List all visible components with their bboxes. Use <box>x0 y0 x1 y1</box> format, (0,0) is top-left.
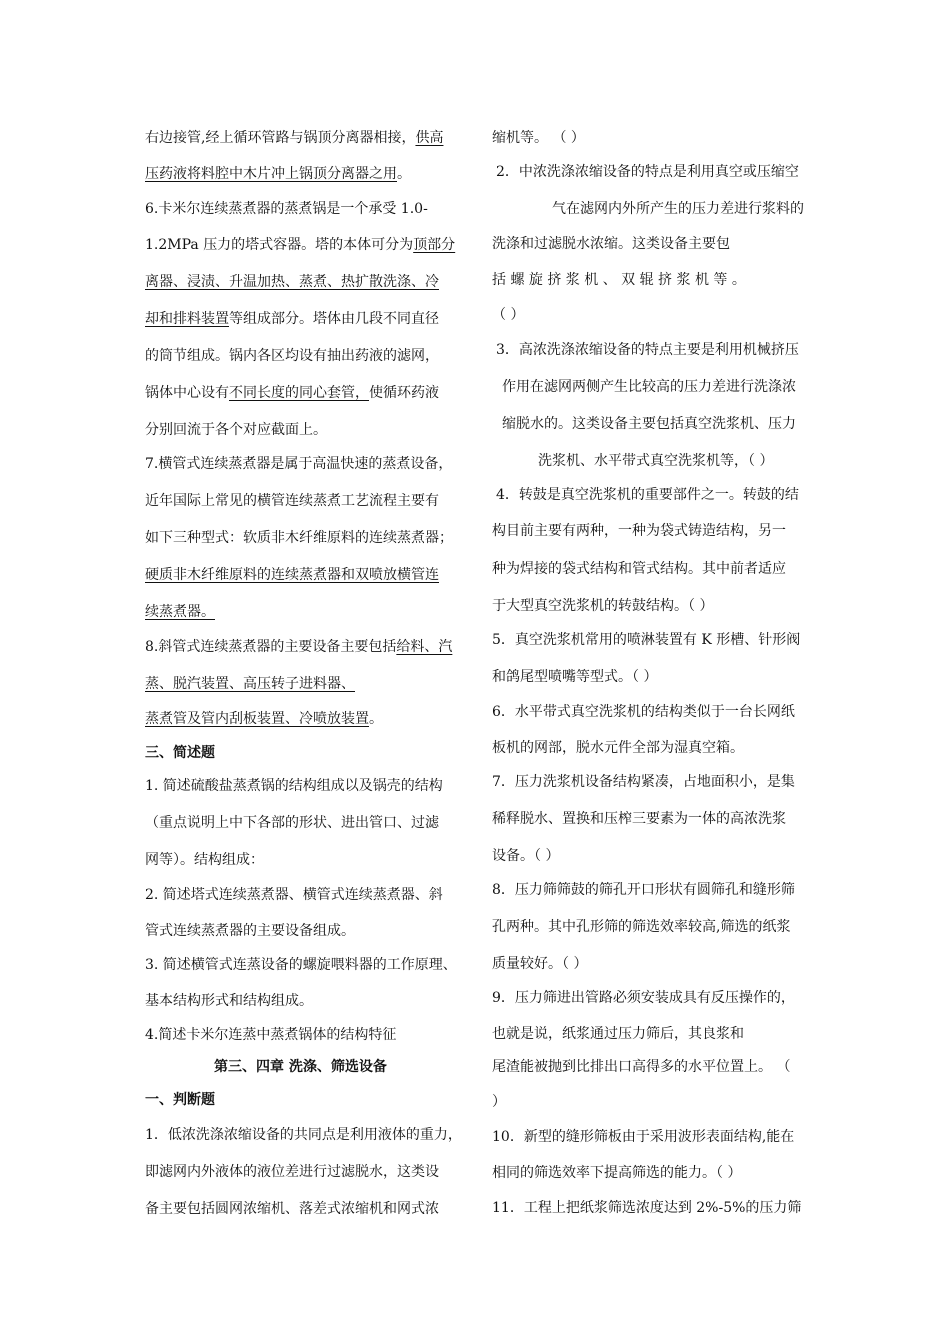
text-line: 1. 简述硫酸盐蒸煮锅的结构组成以及锅壳的结构 <box>145 778 443 794</box>
underlined-answer: 离器、浸渍、升温加热、蒸煮、热扩散洗涤、冷 <box>145 274 439 290</box>
text-line: 和鸽尾型喷嘴等型式。（ ） <box>492 669 658 685</box>
text-line: 气在滤网内外所产生的压力差进行浆料的 <box>552 201 804 217</box>
text-line: 构目前主要有两种，一种为袋式铸造结构，另一 <box>492 523 786 539</box>
text-line <box>145 710 383 728</box>
chapter-title: 第三、四章 洗涤、筛选设备 <box>214 1059 387 1075</box>
text-line: 3．高浓洗涤浓缩设备的特点主要是利用机械挤压 <box>496 342 799 358</box>
section-heading: 三、简述题 <box>145 745 215 761</box>
text-line <box>145 566 439 584</box>
underlined-answer: 供高 <box>415 130 444 146</box>
text-line: 7．压力洗浆机设备结构紧凑，占地面积小，是集 <box>492 774 795 790</box>
text-line: 11．工程上把纸浆筛选浓度达到 2%-5%的压力筛 <box>492 1200 802 1216</box>
text-line: 5．真空洗浆机常用的喷淋装置有 K 形槽、针形阀 <box>492 632 801 648</box>
underlined-answer: 给料、汽 <box>396 639 453 655</box>
text-line: 如下三种型式：软质非木纤维原料的连续蒸煮器； <box>145 530 453 546</box>
text-run: 右边接管,经上循环管路与锅顶分离器相接， <box>145 130 416 146</box>
text-line: 近年国际上常见的横管连续蒸煮工艺流程主要有 <box>145 493 439 509</box>
text-line: 基本结构形式和结构组成。 <box>145 993 313 1009</box>
text-line <box>145 675 355 693</box>
underlined-answer: 不同长度的同心套管， <box>229 385 369 401</box>
text-line <box>145 129 443 147</box>
text-line: 8．压力筛筛鼓的筛孔开口形状有圆筛孔和缝形筛 <box>492 882 795 898</box>
underlined-answer: 蒸煮管及管内刮板装置、冷喷放装置 <box>145 711 369 727</box>
text-run: 1.2MPa 压力的塔式容器。塔的本体可分为 <box>145 237 414 253</box>
text-run: 。 <box>369 711 383 727</box>
text-line: 尾渣能被抛到比排出口高得多的水平位置上。 （ <box>492 1059 791 1075</box>
underlined-answer: 压药液将料腔中木片冲上锅顶分离器之用 <box>145 166 397 182</box>
underlined-answer: 却和排料装置 <box>145 311 229 327</box>
text-line: 2. 简述塔式连续蒸煮器、横管式连续蒸煮器、斜 <box>145 887 443 903</box>
text-line: 设备。（ ） <box>492 848 560 864</box>
text-line: 7.横管式连续蒸煮器是属于高温快速的蒸煮设备， <box>145 456 453 472</box>
text-line: 9．压力筛进出管路必须安装成具有反压操作的， <box>492 990 795 1006</box>
text-line: 于大型真空洗浆机的转鼓结构。（ ） <box>492 598 714 614</box>
text-line <box>145 310 439 328</box>
text-line: 6.卡米尔连续蒸煮器的蒸煮锅是一个承受 1.0- <box>145 201 428 217</box>
text-line: 括 螺 旋 挤 浆 机 、 双 辊 挤 浆 机 等 。 <box>492 272 746 288</box>
underlined-answer: 续蒸煮器。 <box>145 604 215 620</box>
underlined-answer: 硬质非木纤维原料的连续蒸煮器和双喷放横管连 <box>145 567 439 583</box>
text-line: （ ） <box>492 307 525 323</box>
text-line: 即滤网内外液体的液位差进行过滤脱水，这类设 <box>145 1164 439 1180</box>
text-line: 缩机等。 （ ） <box>492 130 585 146</box>
text-line: 相同的筛选效率下提高筛选的能力。（ ） <box>492 1165 742 1181</box>
text-line: 作用在滤网两侧产生比较高的压力差进行洗涤浓 <box>502 379 796 395</box>
underlined-answer: 顶部分 <box>413 237 456 253</box>
text-line: 1．低浓洗涤浓缩设备的共同点是利用液体的重力， <box>145 1127 462 1143</box>
text-line: 4.简述卡米尔连蒸中蒸煮锅体的结构特征 <box>145 1027 397 1043</box>
text-line: 备主要包括圆网浓缩机、落差式浓缩机和网式浓 <box>145 1201 439 1217</box>
text-line: 的筒节组成。锅内各区均设有抽出药液的滤网， <box>145 348 439 364</box>
text-line <box>145 273 439 291</box>
text-line: 管式连续蒸煮器的主要设备组成。 <box>145 923 355 939</box>
text-run: 8.斜管式连续蒸煮器的主要设备主要包括 <box>145 639 397 655</box>
section-heading: 一、判断题 <box>145 1092 215 1108</box>
text-line: 孔两种。其中孔形筛的筛选效率较高,筛选的纸浆 <box>492 919 791 935</box>
text-line: 分别回流于各个对应截面上。 <box>145 422 327 438</box>
text-line: 种为焊接的袋式结构和管式结构。其中前者适应 <box>492 561 786 577</box>
text-line: 洗涤和过滤脱水浓缩。这类设备主要包 <box>492 236 730 252</box>
underlined-answer: 蒸、脱汽装置、高压转子进料器、 <box>145 676 355 692</box>
text-run: 等组成部分。塔体由几段不同直径 <box>229 311 439 327</box>
text-line: 洗浆机、水平带式真空洗浆机等，（ ） <box>538 453 774 469</box>
text-line: 10．新型的缝形筛板由于采用波形表面结构,能在 <box>492 1129 795 1145</box>
text-line <box>145 603 215 621</box>
text-line: 网等）。结构组成： <box>145 852 264 868</box>
text-line: 3. 简述横管式连蒸设备的螺旋喂料器的工作原理、 <box>145 957 457 973</box>
text-line <box>145 384 439 402</box>
text-line: 缩脱水的。这类设备主要包括真空洗浆机、压力 <box>502 416 796 432</box>
text-run: 锅体中心设有 <box>145 385 229 401</box>
text-line <box>145 165 411 183</box>
text-line: （重点说明上中下各部的形状、进出管口、过滤 <box>145 815 439 831</box>
text-line: 6．水平带式真空洗浆机的结构类似于一台长网纸 <box>492 704 795 720</box>
text-line: 板机的网部，脱水元件全部为湿真空箱。 <box>492 740 744 756</box>
text-line <box>145 638 452 656</box>
text-line: 稀释脱水、置换和压榨三要素为一体的高浓洗浆 <box>492 811 786 827</box>
text-run: 。 <box>397 166 411 182</box>
text-line: 2．中浓洗涤浓缩设备的特点是利用真空或压缩空 <box>496 164 799 180</box>
text-line: ） <box>492 1094 506 1110</box>
text-run: 使循环药液 <box>369 385 439 401</box>
text-line: 也就是说，纸浆通过压力筛后，其良浆和 <box>492 1026 744 1042</box>
text-line <box>145 236 455 254</box>
text-line: 4．转鼓是真空洗浆机的重要部件之一。转鼓的结 <box>496 487 799 503</box>
text-line: 质量较好。（ ） <box>492 956 588 972</box>
